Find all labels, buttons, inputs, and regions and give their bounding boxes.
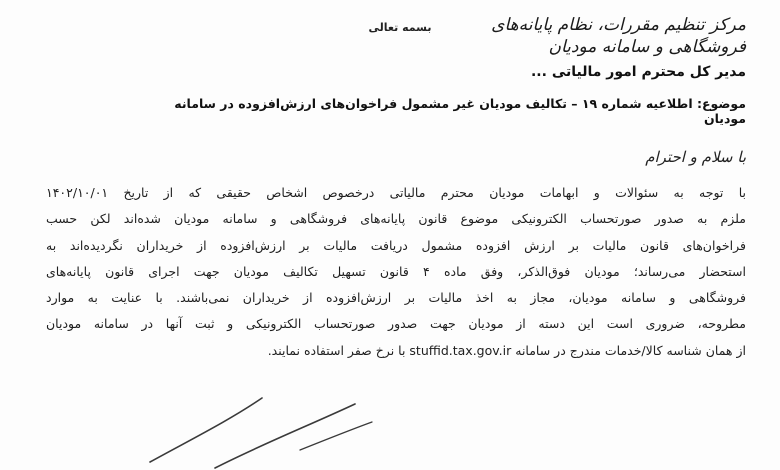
- body-line: استحضار می‌رساند؛ مودیان فوق‌الذکر، وفق ماده ۴ قانون تسهیل تکالیف مودیان جهت اجرای قانون پایانه‌های: [46, 263, 746, 279]
- subject-line: موضوع: اطلاعیه شماره ۱۹ – تکالیف مودیان غیر مشمول فراخوان‌های ارزش‌افزوده در سامانه مودیان: [174, 96, 746, 126]
- body-line: از همان شناسه کالا/خدمات مندرج در سامانه stuffid.tax.gov.ir با نرخ صفر استفاده نمایند.: [267, 342, 746, 358]
- body-line: فروشگاهی و سامانه مودیان، مجاز به اخذ مالیات بر ارزش‌افزوده از خریداران نمی‌باشند. با عنایت به موارد: [46, 290, 746, 306]
- body-line: ملزم به صدور صورتحساب الکترونیکی موضوع قانون پایانه‌های فروشگاهی و سامانه مودیان شده‌اند لکن حسب: [46, 211, 746, 227]
- addressee: مدیر کل محترم امور مالیاتی ...: [530, 64, 746, 80]
- greeting: با سلام و احترام: [645, 148, 746, 166]
- letter-body: [46, 180, 746, 364]
- body-line: با توجه به سئوالات و ابهامات مودیان محترم مالیاتی درخصوص اشخاص حقیقی که از تاریخ ۱۴۰۲/۱۰/۰۱: [46, 185, 746, 200]
- body-line: مطروحه، ضروری است این دسته از مودیان جهت صدور صورتحساب الکترونیکی و ثبت آنها در سامانه مودیان: [46, 316, 746, 332]
- organization-header: مرکز تنظیم مقررات، نظام پایانه‌های فروشگاهی و سامانه مودیان: [491, 15, 746, 57]
- body-line: فراخوان‌های قانون مالیات بر ارزش افزوده مشمول دریافت مالیات بر ارزش‌افزوده از خریداران نگردیده‌اند به: [46, 237, 746, 253]
- basmala: بسمه تعالی: [368, 21, 432, 34]
- signature-scribble: [0, 390, 780, 470]
